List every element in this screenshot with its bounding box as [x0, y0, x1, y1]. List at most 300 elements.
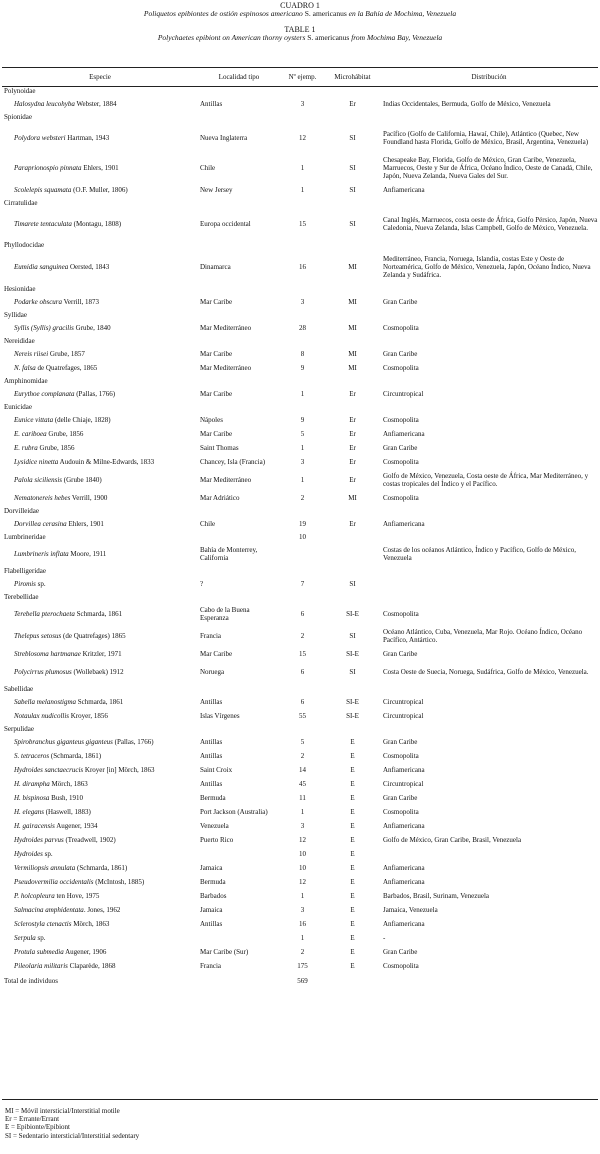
microhabitat: SI-E — [346, 698, 359, 706]
family-empty — [325, 683, 380, 695]
type-locality: Barbados — [200, 892, 227, 900]
microhabitat: MI — [348, 263, 357, 271]
species-cell — [2, 833, 198, 847]
family-row — [2, 335, 598, 347]
species-name: Nereis riisei — [14, 350, 49, 358]
distribution: Golfo de México, Gran Caribe, Brasil, Venezuela — [383, 836, 522, 844]
microhabitat: SI — [349, 220, 356, 228]
distribution: Anfiamericana — [383, 430, 425, 438]
microhabitat: SI — [349, 164, 356, 172]
microhabitat: E — [350, 948, 355, 956]
distribution: Cosmopolita — [383, 416, 419, 424]
species-name: Dorvillea cerasina — [14, 520, 67, 528]
species-name: E. rubra — [14, 444, 38, 452]
species-row — [2, 387, 598, 401]
family-count — [280, 505, 325, 517]
family-count — [280, 375, 325, 387]
specimen-count: 15 — [299, 220, 306, 228]
total-empty — [380, 973, 598, 987]
family-empty — [325, 565, 380, 577]
legend-item: SI = Sedentario intersticial/Interstitial sedentary — [5, 1131, 140, 1140]
table-title — [0, 34, 600, 42]
microhabitat: MI — [348, 298, 357, 306]
distribution: Anfiamericana — [383, 878, 425, 886]
species-cell — [2, 603, 198, 625]
family-empty — [198, 565, 280, 577]
species-name: Paraprionospio pinnata — [14, 164, 82, 172]
microhabitat: E — [350, 878, 355, 886]
family-empty — [198, 531, 280, 543]
type-locality: Bahía de Monterrey, California — [200, 546, 258, 562]
species-row — [2, 455, 598, 469]
family-name: Eunicidae — [4, 403, 32, 411]
type-locality: Cabo de la Buena Esperanza — [200, 606, 250, 622]
family-empty — [380, 111, 598, 123]
species-author: Kroyer [in] Mörch, 1863 — [83, 766, 155, 774]
type-locality: Chile — [200, 520, 216, 528]
specimen-count: 16 — [299, 263, 306, 271]
distribution: Gran Caribe — [383, 948, 418, 956]
species-row — [2, 847, 598, 861]
specimen-count: 5 — [300, 430, 305, 438]
species-row — [2, 577, 598, 591]
column-header-localidad: Localidad tipo — [218, 73, 260, 81]
family-empty — [325, 401, 380, 413]
species-author: (de Quatrefages) 1865 — [61, 632, 126, 640]
species-row — [2, 543, 598, 565]
specimen-count: 1 — [300, 444, 305, 452]
family-empty — [198, 283, 280, 295]
species-name: Thelepus setosus — [14, 632, 62, 640]
species-cell — [2, 875, 198, 889]
family-empty — [325, 531, 380, 543]
family-empty — [198, 683, 280, 695]
column-header-microhabitat: Microhábitat — [334, 73, 371, 81]
type-locality: ? — [200, 580, 204, 588]
table-header-row — [2, 69, 598, 85]
species-name: H. elegans — [14, 808, 44, 816]
species-row — [2, 695, 598, 709]
type-locality: Antillas — [200, 100, 223, 108]
species-author: ten Hove, 1975 — [54, 892, 100, 900]
specimen-count — [280, 543, 325, 565]
species-cell — [2, 491, 198, 505]
species-author: Ehlers, 1901 — [81, 164, 119, 172]
microhabitat: E — [350, 752, 355, 760]
species-cell — [2, 861, 198, 875]
cuadro-title-species: S. americanus — [304, 9, 347, 18]
species-cell — [2, 183, 198, 197]
species-author: Oersted, 1843 — [68, 263, 110, 271]
species-author: Kroyer, 1856 — [69, 712, 108, 720]
family-empty — [380, 283, 598, 295]
family-empty — [325, 335, 380, 347]
species-author: (Pallas, 1766) — [74, 390, 116, 398]
species-author: (Montagu, 1808) — [71, 220, 122, 228]
type-locality: Bermuda — [200, 794, 226, 802]
type-locality: Francia — [200, 632, 221, 640]
species-name: H. diramphа — [14, 780, 50, 788]
family-empty — [380, 197, 598, 209]
type-locality: Jamaica — [200, 864, 223, 872]
family-row — [2, 309, 598, 321]
species-cell — [2, 455, 198, 469]
species-row — [2, 735, 598, 749]
species-name: Serpula — [14, 934, 36, 942]
family-count — [280, 239, 325, 251]
microhabitat: MI — [348, 350, 357, 358]
family-empty — [380, 591, 598, 603]
distribution: Gran Caribe — [383, 738, 418, 746]
species-row — [2, 875, 598, 889]
distribution: Circuntropical — [383, 780, 424, 788]
type-locality — [198, 931, 280, 945]
distribution: Anfiamericana — [383, 864, 425, 872]
species-row — [2, 209, 598, 239]
family-empty — [198, 505, 280, 517]
table-caption — [0, 0, 600, 42]
total-empty — [198, 973, 280, 987]
family-row — [2, 375, 598, 387]
species-name: N. falsa — [14, 364, 36, 372]
species-author: (McIntosh, 1885) — [93, 878, 145, 886]
distribution: Circuntropical — [383, 698, 424, 706]
species-cell — [2, 763, 198, 777]
species-name: Sclerostyla ctenactis — [14, 920, 72, 928]
distribution: Barbados, Brasil, Surinam, Venezuela — [383, 892, 490, 900]
species-author: . Jones, 1962 — [83, 906, 121, 914]
family-name: Serpulidae — [4, 725, 34, 733]
type-locality: Nueva Inglaterra — [200, 134, 248, 142]
family-empty — [380, 683, 598, 695]
type-locality: New Jersey — [200, 186, 233, 194]
distribution: Cosmopolita — [383, 752, 419, 760]
microhabitat: Er — [349, 390, 356, 398]
specimen-count: 1 — [300, 892, 305, 900]
type-locality: Mar Mediterráneo — [200, 476, 252, 484]
species-author: (Grube 1840) — [62, 476, 102, 484]
species-author: Hartman, 1943 — [65, 134, 110, 142]
specimen-count: 11 — [299, 794, 306, 802]
microhabitat: Er — [349, 416, 356, 424]
species-cell — [2, 577, 198, 591]
cuadro-label: CUADRO 1 — [280, 1, 320, 10]
specimen-count: 6 — [300, 610, 305, 618]
type-locality: Mar Caribe — [200, 430, 233, 438]
species-name: Hydroides — [14, 850, 43, 858]
microhabitat: MI — [348, 324, 357, 332]
total-label: Total de individuos — [4, 976, 58, 985]
species-row — [2, 833, 598, 847]
distribution: Océano Atlántico, Cuba, Venezuela, Mar Rojo. Océano Índico, Océano Pacífico, Antártico. — [383, 628, 583, 644]
type-locality: Mar Mediterráneo — [200, 364, 252, 372]
species-author: Ehlers, 1901 — [66, 520, 104, 528]
species-row — [2, 321, 598, 335]
species-cell — [2, 945, 198, 959]
family-empty — [198, 401, 280, 413]
type-locality: Chancey, Isla (Francia) — [200, 458, 266, 466]
species-row — [2, 469, 598, 491]
species-name: Lumbrineris inflata — [14, 550, 69, 558]
distribution: Anfiamericana — [383, 520, 425, 528]
species-cell — [2, 749, 198, 763]
species-name: Streblosoma hartmanae — [14, 650, 81, 658]
species-name: Eurythoe complanata — [14, 390, 75, 398]
distribution: Cosmopolita — [383, 458, 419, 466]
family-empty — [198, 197, 280, 209]
table-label: TABLE 1 — [284, 25, 316, 34]
species-name: Polydora websteri — [14, 134, 66, 142]
species-name: H. gairacensis — [14, 822, 55, 830]
family-empty — [198, 111, 280, 123]
specimen-count: 6 — [300, 698, 305, 706]
family-empty — [380, 723, 598, 735]
type-locality: Mar Caribe — [200, 650, 233, 658]
family-empty — [198, 591, 280, 603]
microhabitat: E — [350, 906, 355, 914]
family-name: Phyllodocidae — [4, 241, 45, 249]
microhabitat: E — [350, 780, 355, 788]
type-locality: Mar Caribe — [200, 350, 233, 358]
species-name: Spirobranchus giganteus giganteus — [14, 738, 113, 746]
species-author: (Schmarda, 1861) — [75, 864, 128, 872]
species-row — [2, 347, 598, 361]
specimen-count: 2 — [300, 632, 305, 640]
family-name: Dorvilleidae — [4, 507, 39, 515]
species-cell — [2, 123, 198, 153]
species-author: Bush, 1910 — [49, 794, 84, 802]
specimen-count: 2 — [300, 752, 305, 760]
species-name: Piromis — [14, 580, 36, 588]
family-empty — [325, 505, 380, 517]
species-row — [2, 441, 598, 455]
specimen-count: 10 — [299, 864, 306, 872]
species-row — [2, 413, 598, 427]
type-locality: Saint Croix — [200, 766, 233, 774]
species-cell — [2, 469, 198, 491]
table-title-pre: Polychaetes epibiont on American thorny oysters — [157, 33, 308, 42]
species-cell — [2, 959, 198, 973]
family-count — [280, 723, 325, 735]
microhabitat: SI-E — [346, 712, 359, 720]
species-author: Augener, 1906 — [63, 948, 107, 956]
microhabitat: E — [350, 822, 355, 830]
species-author: Mörch, 1863 — [71, 920, 110, 928]
specimen-count: 1 — [300, 476, 305, 484]
distribution — [380, 847, 598, 861]
family-empty — [325, 723, 380, 735]
specimen-count: 19 — [299, 520, 306, 528]
species-row — [2, 805, 598, 819]
distribution: Gran Caribe — [383, 794, 418, 802]
species-row — [2, 427, 598, 441]
species-name: Vermiliopsis annulata — [14, 864, 76, 872]
family-name: Spionidae — [4, 113, 32, 121]
type-locality: Antillas — [200, 698, 223, 706]
family-name: Polynoidae — [4, 87, 36, 95]
type-locality: Dinamarca — [200, 263, 231, 271]
type-locality: Venezuela — [200, 822, 229, 830]
species-row — [2, 183, 598, 197]
type-locality: Antillas — [200, 738, 223, 746]
type-locality: Jamaica — [200, 906, 223, 914]
distribution: Mediterráneo, Francia, Noruega, Islandia, costas Este y Oeste de Norteamérica, Golfo de México, Venezuela, Japón, Océano Índico, Nueva Zelanda y Sudáfrica. — [383, 255, 591, 279]
species-cell — [2, 517, 198, 531]
family-name: Terebellidae — [4, 593, 39, 601]
distribution: Circuntropical — [383, 712, 424, 720]
cuadro-title — [0, 10, 600, 18]
microhabitat: SI — [349, 580, 356, 588]
species-cell — [2, 695, 198, 709]
total-count: 569 — [297, 976, 308, 985]
species-author: Schmarda, 1861 — [74, 610, 123, 618]
family-count: 10 — [299, 533, 306, 541]
species-author: (O.F. Muller, 1806) — [71, 186, 128, 194]
distribution: Indias Occidentales, Bermuda, Golfo de México, Venezuela — [383, 100, 551, 108]
species-name: Nematonereis hebes — [14, 494, 71, 502]
microhabitat: Er — [349, 444, 356, 452]
species-row — [2, 153, 598, 183]
specimen-count: 2 — [300, 948, 305, 956]
family-empty — [380, 309, 598, 321]
type-locality: Puerto Rico — [200, 836, 234, 844]
species-row — [2, 97, 598, 111]
species-cell — [2, 427, 198, 441]
microhabitat: SI — [349, 134, 356, 142]
species-row — [2, 791, 598, 805]
microhabitat: E — [350, 934, 355, 942]
family-count — [280, 197, 325, 209]
family-empty — [325, 591, 380, 603]
species-author: sp. — [35, 934, 46, 942]
species-cell — [2, 543, 198, 565]
species-row — [2, 491, 598, 505]
family-empty — [325, 239, 380, 251]
distribution: Gran Caribe — [383, 350, 418, 358]
family-name: Syllidae — [4, 311, 27, 319]
species-cell — [2, 847, 198, 861]
family-row — [2, 531, 598, 543]
species-row — [2, 945, 598, 959]
family-name: Cirratulidae — [4, 199, 38, 207]
specimen-count: 15 — [299, 650, 306, 658]
specimen-count: 5 — [300, 738, 305, 746]
species-author: Grube, 1856 — [37, 444, 75, 452]
specimen-count: 3 — [300, 100, 305, 108]
specimen-count: 55 — [299, 712, 306, 720]
specimen-count: 3 — [300, 298, 305, 306]
species-author: Verrill, 1900 — [70, 494, 108, 502]
type-locality: Mar Mediterráneo — [200, 324, 252, 332]
species-row — [2, 903, 598, 917]
microhabitat: SI-E — [346, 650, 359, 658]
microhabitat: Er — [349, 430, 356, 438]
microhabitat: Er — [349, 100, 356, 108]
species-author: Audouin & Milne-Edwards, 1833 — [58, 458, 155, 466]
table-title-species: S. americanus — [307, 33, 350, 42]
family-row — [2, 111, 598, 123]
microhabitat: E — [350, 920, 355, 928]
header-rule — [2, 86, 598, 87]
species-name: Salmacina amphidentata — [14, 906, 84, 914]
family-empty — [325, 375, 380, 387]
species-author: (Schmarda, 1861) — [49, 752, 102, 760]
species-author: sp. — [42, 850, 53, 858]
species-row — [2, 861, 598, 875]
distribution: Cosmopolita — [383, 962, 419, 970]
family-empty — [380, 531, 598, 543]
family-empty — [198, 239, 280, 251]
specimen-count: 1 — [300, 186, 305, 194]
family-count — [280, 683, 325, 695]
microhabitat: SI — [349, 668, 356, 676]
microhabitat: SI — [349, 186, 356, 194]
species-row — [2, 361, 598, 375]
column-header-especie: Especie — [89, 73, 111, 81]
family-empty — [325, 283, 380, 295]
species-name: P. holcopleura — [14, 892, 55, 900]
distribution: Costas de los océanos Atlántico, Índico y Pacífico, Golfo de México, Venezuela — [383, 546, 577, 562]
distribution: Pacífico (Golfo de California, Hawaí, Chile), Atlántico (Quebec, New Foundland hasta Florida, Golfo de México, Brasil, Argentina, Venezuela) — [383, 130, 589, 146]
species-author: sp. — [35, 580, 46, 588]
specimen-count: 1 — [300, 164, 305, 172]
species-row — [2, 603, 598, 625]
species-cell — [2, 361, 198, 375]
family-empty — [380, 239, 598, 251]
species-name: Pseudovermilia occidentalis — [14, 878, 94, 886]
species-author: Mörch, 1863 — [49, 780, 88, 788]
specimen-count: 2 — [300, 494, 305, 502]
species-author: (Treadwell, 1902) — [63, 836, 116, 844]
family-empty — [380, 401, 598, 413]
microhabitat — [325, 543, 380, 565]
species-author: Grube, 1840 — [73, 324, 111, 332]
species-author: (Haswell, 1883) — [43, 808, 91, 816]
family-empty — [380, 505, 598, 517]
family-count — [280, 283, 325, 295]
microhabitat: SI-E — [346, 610, 359, 618]
type-locality: Chile — [200, 164, 216, 172]
legend-item: MI = Móvil intersticial/Interstitial motile — [5, 1107, 120, 1115]
species-row — [2, 625, 598, 647]
distribution — [380, 577, 598, 591]
species-name: H. bispinosa — [14, 794, 50, 802]
species-cell — [2, 661, 198, 683]
species-cell — [2, 931, 198, 945]
family-count — [280, 401, 325, 413]
species-name: S. tetraceros — [14, 752, 50, 760]
legend-item: Er = Errante/Errant — [5, 1115, 60, 1124]
microhabitat: E — [350, 962, 355, 970]
species-author: Verrill, 1873 — [62, 298, 100, 306]
legend-item: E = Epibionte/Epibiont — [5, 1123, 70, 1132]
species-row — [2, 295, 598, 309]
type-locality: Islas Vírgenes — [200, 712, 240, 720]
type-locality: Mar Caribe — [200, 390, 233, 398]
species-name: Podarke obscura — [14, 298, 63, 306]
specimen-count: 8 — [300, 350, 305, 358]
specimen-count: 175 — [297, 962, 308, 970]
species-cell — [2, 209, 198, 239]
distribution: Anfiamericana — [383, 186, 425, 194]
species-author: (Pallas, 1766) — [112, 738, 154, 746]
species-author: Moore, 1911 — [68, 550, 107, 558]
family-row — [2, 197, 598, 209]
microhabitat: E — [350, 766, 355, 774]
species-row — [2, 889, 598, 903]
family-row — [2, 401, 598, 413]
microhabitat: Er — [349, 520, 356, 528]
